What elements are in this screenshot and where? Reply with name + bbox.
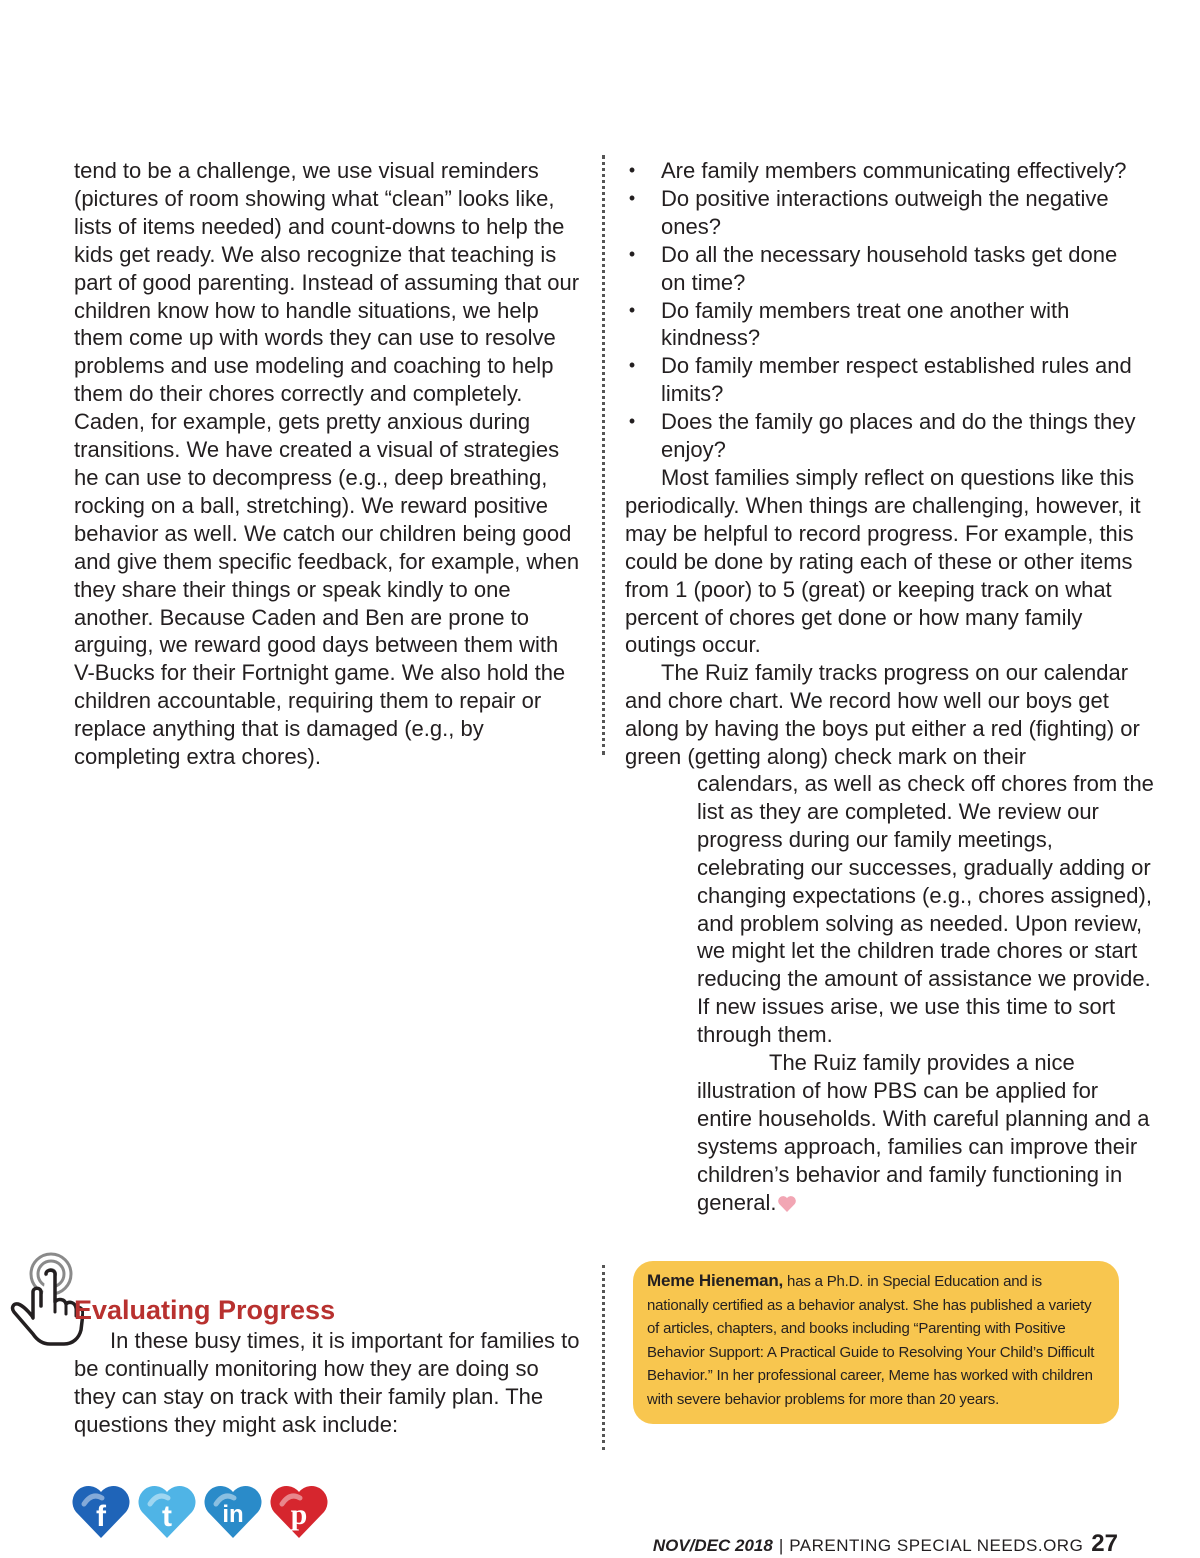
list-item: • Does the family go places and do the things they enjoy? (625, 408, 1145, 464)
list-item: • Do all the necessary household tasks get done on time? (625, 241, 1145, 297)
linkedin-icon[interactable] (204, 1484, 262, 1540)
left-column (74, 157, 584, 771)
footer-separator: | (778, 1536, 784, 1555)
column-divider-top (602, 155, 605, 755)
bullet-icon: • (628, 411, 636, 432)
heart-icon (777, 1195, 797, 1213)
ruiz-tracking-paragraph: The Ruiz family tracks progress on our calendar and chore chart. We record how well our boys get along by having the boys put either a red (fighting) or green (getting along) check mark on their (625, 660, 1140, 770)
site-name: PARENTING SPECIAL NEEDS.ORG (789, 1536, 1084, 1555)
right-column (625, 157, 1145, 771)
ruiz-tracking-continued: calendars, as well as check off chores from the list as they are completed. We review our progress during our family meetings, celebrating our successes, gradually adding or changing expectations (e.g., chores assigned), and problem solving as needed. Upon review, we might let the children trade chores or start reducing the amount of assistance we provide. If new issues arise, we use this time to sort through them. (697, 771, 1154, 1048)
author-name: Meme Hieneman, (647, 1271, 784, 1290)
linkedin-glyph: in (222, 1501, 244, 1528)
bullet-icon: • (628, 160, 636, 180)
evaluating-section (74, 1327, 584, 1439)
twitter-glyph: t (162, 1500, 172, 1533)
list-item: • Do family members treat one another with kindness? (625, 297, 1145, 353)
bullet-icon: • (628, 243, 636, 264)
twitter-icon[interactable] (138, 1484, 196, 1540)
list-item: • Are family members communicating effectively? (625, 157, 1145, 185)
issue-date: NOV/DEC 2018 (652, 1536, 773, 1555)
author-bio: has a Ph.D. in Special Education and is nationally certified as a behavior analyst. She has published a variety of articles, chapters, and books including “Parenting with Positive Behavior Support: A Practical Guide to Resolving Your Child’s Difficult Behavior.” In her professional career, Meme has worked with children with severe behavior problems for more than 20 years. (647, 1273, 1095, 1408)
evaluating-paragraph: In these busy times, it is important for families to be continually monitoring how they are doing so they can stay on track with their family plan. The questions they might ask include: (74, 1328, 580, 1437)
pointing-hand-icon (4, 1250, 84, 1346)
pinterest-glyph: p (290, 1498, 308, 1531)
section-heading: Evaluating Progress (74, 1295, 336, 1325)
left-paragraph: tend to be a challenge, we use visual reminders (pictures of room showing what “clean” looks like, lists of items needed) and count-downs to help the kids get ready. We also recognize that teaching is part of good parenting. Instead of assuming that our children know how to handle situations, we help them come up with words they can use to resolve problems and use modeling and coaching to help them do their chores correctly and completely. Caden, for example, gets pretty anxious during transitions. We have created a visual of strategies he can use to decompress (e.g., deep breathing, rocking on a ball, stretching). We reward positive behavior as well. We catch our children being good and give them specific feedback, for example, when they share their things or speak kindly to one another. Because Caden and Ben are prone to arguing, we reward good days between them with V-Bucks for their Fortnight game. We also hold the children accountable, requiring them to repair or replace anything that is damaged (e.g., by completing extra chores). (74, 158, 580, 770)
list-item: • Do family member respect established rules and limits? (625, 352, 1145, 408)
page-number: 27 (1091, 1530, 1118, 1557)
bullet-icon: • (628, 299, 636, 320)
pinterest-icon[interactable] (270, 1484, 328, 1540)
author-bio-box (633, 1261, 1119, 1424)
facebook-icon[interactable] (72, 1484, 130, 1540)
facebook-glyph: f (96, 1500, 106, 1533)
reflection-paragraph: Most families simply reflect on questions like this periodically. When things are challenging, however, it may be helpful to record progress. For example, this could be done by rating each of these or other items from 1 (poor) to 5 (great) or keeping track on what percent of chores get done or how many family outings occur. (625, 464, 1141, 658)
page-footer (653, 1530, 1118, 1558)
conclusion-paragraph: The Ruiz family provides a nice illustration of how PBS can be applied for entire households. With careful planning and a systems approach, families can improve their children’s behavior and family functioning in general. (697, 1050, 1150, 1215)
right-narrow-column (697, 770, 1157, 1217)
questions-list (625, 157, 1145, 464)
bullet-icon: • (628, 187, 636, 208)
column-divider-bottom (602, 1265, 605, 1450)
bullet-icon: • (628, 355, 636, 376)
list-item: • Do positive interactions outweigh the negative ones? (625, 185, 1145, 241)
